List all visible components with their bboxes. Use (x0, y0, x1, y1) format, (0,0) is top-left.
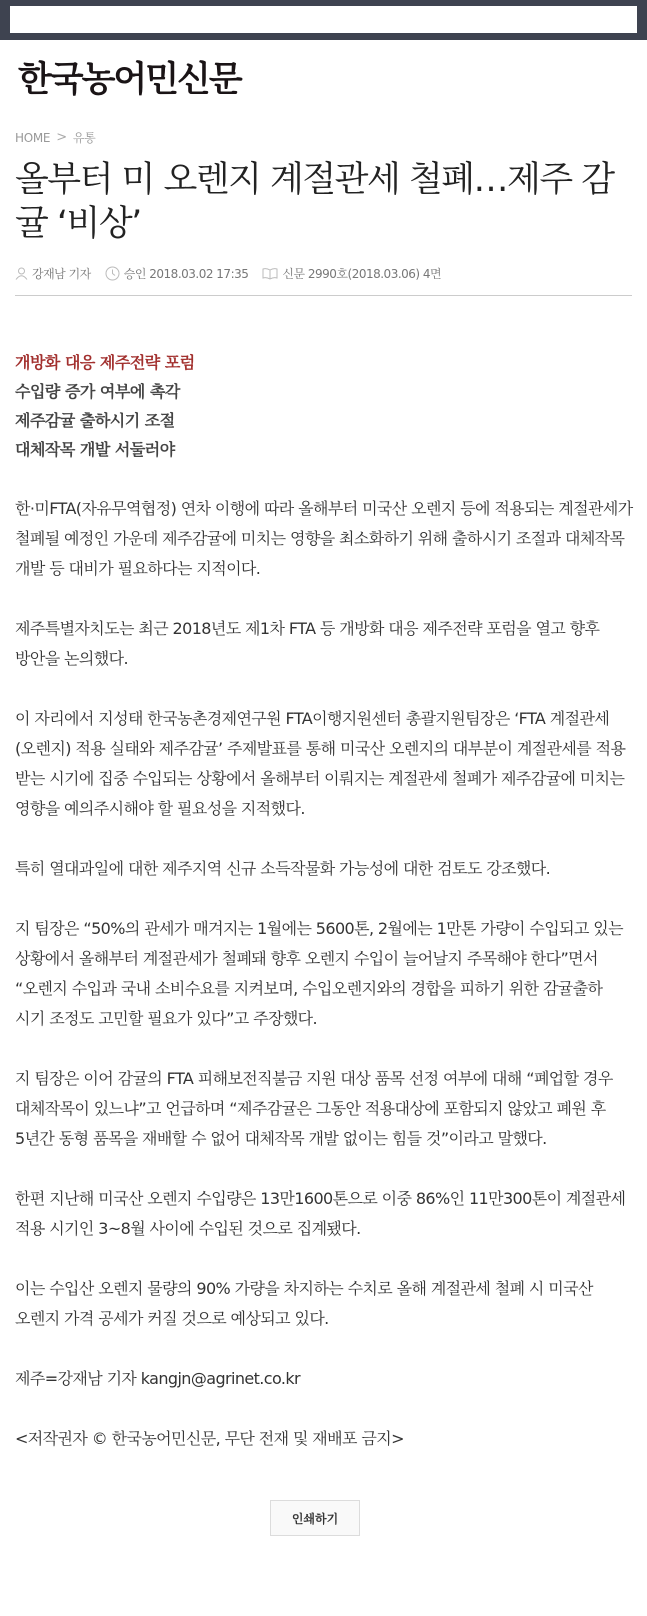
article-title: 올부터 미 오렌지 계절관세 철폐…제주 감귤 ‘비상’ (15, 160, 614, 244)
clock-icon (105, 266, 120, 281)
print-button[interactable]: 인쇄하기 (270, 1500, 360, 1536)
top-bar (0, 0, 647, 40)
header-divider (15, 295, 632, 296)
paragraph: 이는 수입산 오렌지 물량의 90% 가량을 차지하는 수치로 올해 계절관세 철폐 시 미국산 오렌지 가격 공세가 커질 것으로 예상되고 있다. (15, 1279, 593, 1328)
paragraph: 지 팀장은 “50%의 관세가 매겨지는 1월에는 5600톤, 2월에는 1만톤 가량이 수입되고 있는 상황에서 올해부터 계절관세가 철폐돼 향후 오렌지 수입이 늘어날지 주목해야 한다”면서 “오렌지 수입과 국내 소비수요를 지켜보며, 수입오렌지와의 경합을 피하기 위한 감귤출하 시기 조정도 고민할 필요가 있다”고 주장했다. (15, 919, 624, 1028)
subhead: 수입량 증가 여부에 촉각 (15, 382, 180, 401)
person-icon (15, 267, 28, 280)
author-name[interactable]: 강재남 기자 (32, 267, 91, 281)
meta-author (15, 265, 91, 282)
subhead: 제주감귤 출하시기 조절 (15, 411, 175, 430)
subhead: 개방화 대응 제주전략 포럼 (15, 353, 195, 372)
breadcrumb-section[interactable]: 유통 (72, 131, 96, 145)
breadcrumb (15, 129, 95, 146)
approved-time: 승인 2018.03.02 17:35 (123, 267, 249, 281)
breadcrumb-home[interactable]: HOME (15, 130, 51, 145)
chevron-right-icon: > (56, 130, 67, 145)
meta-print-edition (262, 265, 441, 282)
article-body (15, 494, 635, 1484)
subhead: 대체작목 개발 서둘러야 (15, 440, 175, 459)
print-edition: 신문 2990호(2018.03.06) 4면 (282, 267, 442, 281)
address-bar[interactable] (10, 6, 637, 33)
paragraph: 특히 열대과일에 대한 제주지역 신규 소득작물화 가능성에 대한 검토도 강조했다. (15, 859, 551, 878)
byline: 제주=강재남 기자 kangjn@agrinet.co.kr (15, 1369, 301, 1388)
site-logo[interactable]: 한국농어민신문 (18, 60, 241, 100)
copyright-notice: <저작권자 © 한국농어민신문, 무단 전재 및 재배포 금지> (15, 1429, 404, 1448)
article-meta (15, 265, 455, 282)
article-subheads (15, 348, 195, 464)
book-icon (262, 267, 278, 280)
paragraph: 제주특별자치도는 최근 2018년도 제1차 FTA 등 개방화 대응 제주전략 포럼을 열고 향후 방안을 논의했다. (15, 619, 600, 668)
meta-approved (105, 265, 249, 282)
paragraph: 한·미FTA(자유무역협정) 연차 이행에 따라 올해부터 미국산 오렌지 등에 적용되는 계절관세가 철폐될 예정인 가운데 제주감귤에 미치는 영향을 최소화하기 위해 출하시기 조절과 대체작목 개발 등 대비가 필요하다는 지적이다. (15, 499, 633, 578)
paragraph: 이 자리에서 지성태 한국농촌경제연구원 FTA이행지원센터 총괄지원팀장은 ‘FTA 계절관세(오렌지) 적용 실태와 제주감귤’ 주제발표를 통해 미국산 오렌지의 대부분이 계절관세를 적용 받는 시기에 집중 수입되는 상황에서 올해부터 이뤄지는 계절관세 철폐가 제주감귤에 미치는 영향을 예의주시해야 할 필요성을 지적했다. (15, 709, 626, 818)
paragraph: 지 팀장은 이어 감귤의 FTA 피해보전직불금 지원 대상 품목 선정 여부에 대해 “폐업할 경우 대체작목이 있느냐”고 언급하며 “제주감귤은 그동안 적용대상에 포함되지 않았고 폐원 후 5년간 동형 품목을 재배할 수 없어 대체작목 개발 없이는 힘들 것”이라고 말했다. (15, 1069, 613, 1148)
paragraph: 한편 지난해 미국산 오렌지 수입량은 13만1600톤으로 이중 86%인 11만300톤이 계절관세 적용 시기인 3~8월 사이에 수입된 것으로 집계됐다. (15, 1189, 626, 1238)
